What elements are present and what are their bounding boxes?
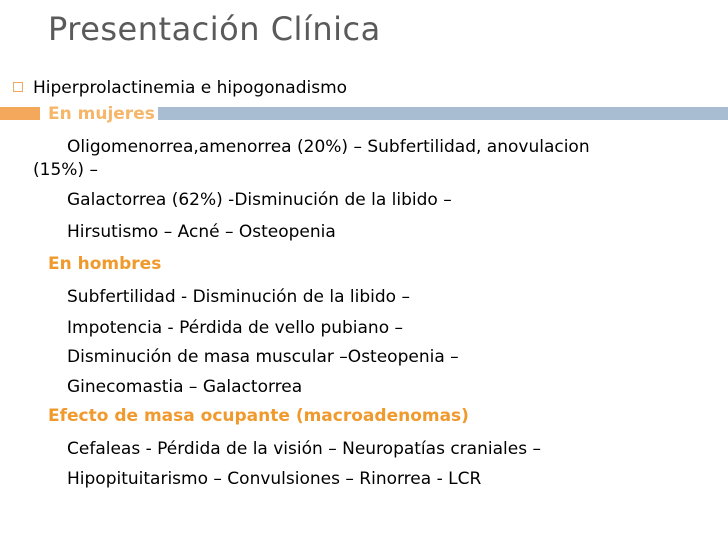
- section-line: Ginecomastia – Galactorrea: [67, 377, 303, 397]
- section-heading-hombres: En hombres: [48, 254, 162, 274]
- square-bullet-icon: [13, 82, 23, 92]
- section-line: (15%) –: [33, 160, 98, 180]
- section-line: Cefaleas - Pérdida de la visión – Neuropatías craniales –: [67, 439, 541, 459]
- section-line: Impotencia - Pérdida de vello pubiano –: [67, 318, 404, 338]
- section-line: Oligomenorrea,amenorrea (20%) – Subfertilidad, anovulacion: [67, 137, 590, 157]
- accent-bar-orange: [0, 107, 40, 120]
- section-heading-masa: Efecto de masa ocupante (macroadenomas): [48, 406, 469, 426]
- section-line: Subfertilidad - Disminución de la libido –: [67, 287, 410, 307]
- main-point: Hiperprolactinemia e hipogonadismo: [33, 78, 348, 98]
- section-line: Galactorrea (62%) -Disminución de la libido –: [67, 190, 452, 210]
- section-line: Disminución de masa muscular –Osteopenia –: [67, 347, 459, 367]
- slide-title: Presentación Clínica: [48, 10, 381, 48]
- section-line: Hipopituitarismo – Convulsiones – Rinorrea - LCR: [67, 469, 482, 489]
- accent-bar-blue: [158, 107, 728, 120]
- section-line: Hirsutismo – Acné – Osteopenia: [67, 222, 336, 242]
- section-heading-mujeres: En mujeres: [48, 104, 155, 124]
